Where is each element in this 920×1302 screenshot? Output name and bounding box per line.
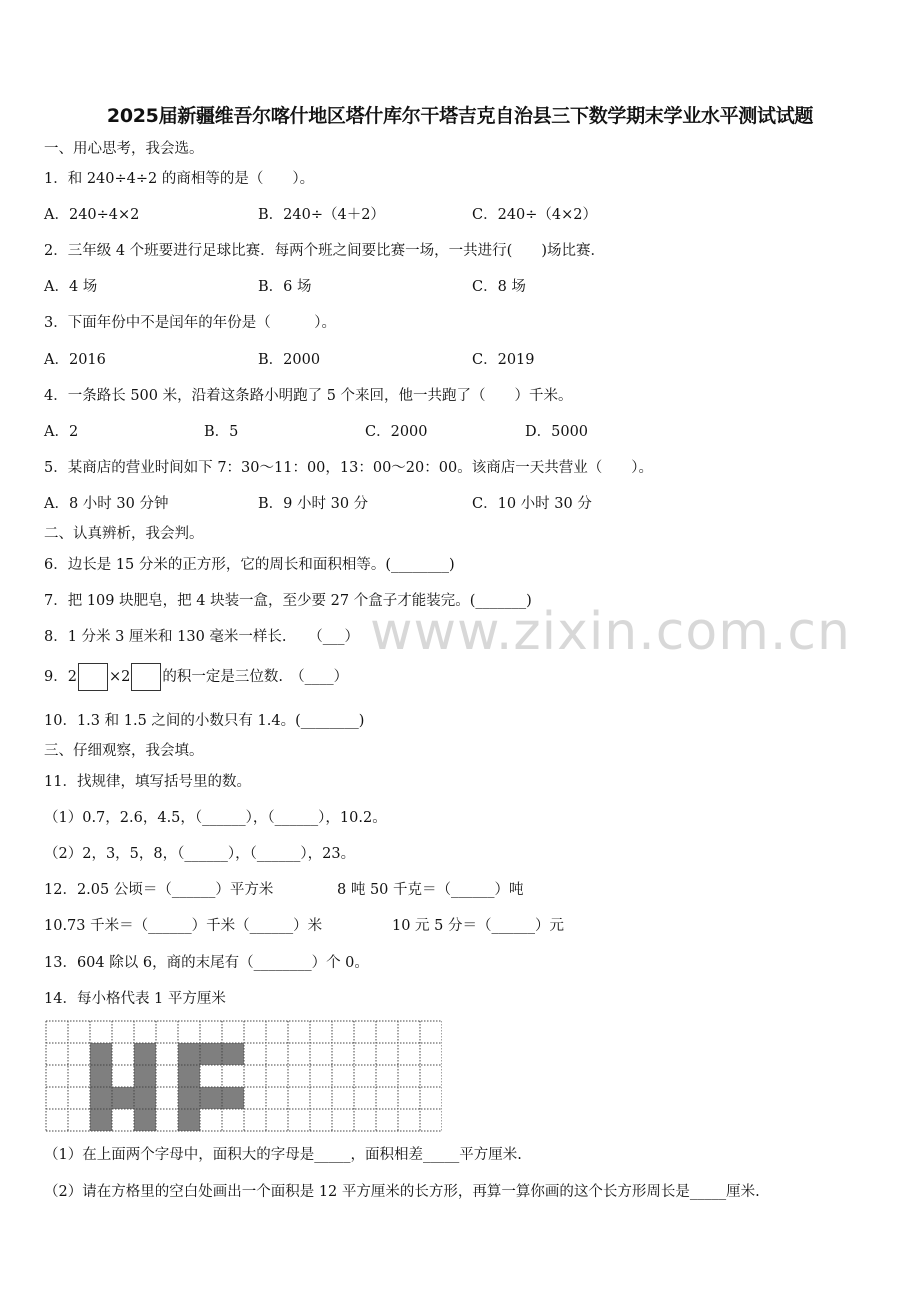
section-1-heading: 一、用心思考，我会选。 bbox=[44, 141, 204, 157]
watermark: www.zixin.com.cn bbox=[370, 602, 851, 662]
q3-option-a: A．2016 bbox=[44, 352, 106, 368]
q11-line-2: （2）2，3，5，8，（______），（______），23。 bbox=[44, 846, 356, 862]
q14-stem: 14．每小格代表 1 平方厘米 bbox=[44, 991, 226, 1007]
filled-cell bbox=[134, 1065, 156, 1087]
q1-option-a: A．240÷4×2 bbox=[44, 207, 140, 223]
q4-option-c: C．2000 bbox=[365, 424, 428, 440]
section-3-heading: 三、仔细观察，我会填。 bbox=[44, 743, 204, 759]
filled-cell bbox=[222, 1087, 244, 1109]
q14-line-2: （2）请在方格里的空白处画出一个面积是 12 平方厘米的长方形，再算一算你画的这个长方形周长是_____厘米. bbox=[44, 1184, 760, 1200]
q4-option-a: A．2 bbox=[44, 424, 79, 440]
filled-cell bbox=[134, 1087, 156, 1109]
q4-stem: 4．一条路长 500 米，沿着这条路小明跑了 5 个来回，他一共跑了（ ）千米。 bbox=[44, 388, 573, 404]
q2-stem: 2．三年级 4 个班要进行足球比赛．每两个班之间要比赛一场，一共进行( )场比赛． bbox=[44, 243, 605, 259]
q9-part-1: 9．2 bbox=[44, 669, 77, 685]
q9-part-3: 的积一定是三位数. （____） bbox=[162, 669, 349, 685]
q9-stem bbox=[44, 662, 348, 692]
q12-part-a: 12．2.05 公顷＝（______）平方米 bbox=[44, 882, 274, 898]
q2-option-c: C．8 场 bbox=[472, 279, 526, 295]
q5-option-b: B．9 小时 30 分 bbox=[258, 496, 369, 512]
q3-stem: 3．下面年份中不是闰年的年份是（ ）。 bbox=[44, 315, 336, 331]
q14-line-1: （1）在上面两个字母中，面积大的字母是_____，面积相差_____平方厘米. bbox=[44, 1147, 522, 1163]
filled-cell bbox=[178, 1109, 200, 1131]
q9-part-2: ×2 bbox=[108, 669, 131, 685]
filled-cell bbox=[134, 1109, 156, 1131]
q9-blank-box-2[interactable] bbox=[131, 663, 161, 691]
q2-option-b: B．6 场 bbox=[258, 279, 312, 295]
q12-part-b: 8 吨 50 千克＝（______）吨 bbox=[337, 882, 524, 898]
square-grid-figure bbox=[45, 1020, 442, 1132]
q1-stem: 1．和 240÷4÷2 的商相等的是（ ）。 bbox=[44, 171, 315, 187]
q5-option-a: A．8 小时 30 分钟 bbox=[44, 496, 169, 512]
q11-stem: 11．找规律，填写括号里的数。 bbox=[44, 774, 251, 790]
q1-option-c: C．240÷（4×2） bbox=[472, 207, 598, 223]
filled-cell bbox=[222, 1043, 244, 1065]
q11-line-1: （1）0.7，2.6，4.5，（______），（______），10.2。 bbox=[44, 810, 387, 826]
q4-option-b: B．5 bbox=[204, 424, 239, 440]
filled-cell bbox=[200, 1043, 222, 1065]
page-title: 2025届新疆维吾尔喀什地区塔什库尔干塔吉克自治县三下数学期末学业水平测试试题 bbox=[106, 105, 814, 127]
q9-blank-box-1[interactable] bbox=[78, 663, 108, 691]
q4-option-d: D．5000 bbox=[525, 424, 589, 440]
q5-option-c: C．10 小时 30 分 bbox=[472, 496, 592, 512]
filled-cell bbox=[90, 1087, 112, 1109]
filled-cell bbox=[90, 1109, 112, 1131]
q6-stem: 6．边长是 15 分米的正方形，它的周长和面积相等。(________) bbox=[44, 557, 455, 573]
q7-stem: 7．把 109 块肥皂，把 4 块装一盒，至少要 27 个盒子才能装完。(_______) bbox=[44, 593, 532, 609]
section-2-heading: 二、认真辨析，我会判。 bbox=[44, 526, 204, 542]
q3-option-c: C．2019 bbox=[472, 352, 535, 368]
q5-stem: 5．某商店的营业时间如下 7：30～11：00，13：00～20：00。该商店一天共营业（ ）。 bbox=[44, 460, 653, 476]
q8-stem: 8．1 分米 3 厘米和 130 毫米一样长. （___） bbox=[44, 629, 360, 645]
q13-stem: 13．604 除以 6，商的末尾有（________）个 0。 bbox=[44, 955, 369, 971]
filled-cell bbox=[90, 1043, 112, 1065]
q3-option-b: B．2000 bbox=[258, 352, 321, 368]
filled-cell bbox=[200, 1087, 222, 1109]
q1-option-b: B．240÷（4＋2） bbox=[258, 207, 385, 223]
filled-cell bbox=[112, 1087, 134, 1109]
q2-option-a: A．4 场 bbox=[44, 279, 98, 295]
filled-cell bbox=[178, 1087, 200, 1109]
filled-cell bbox=[178, 1043, 200, 1065]
filled-cell bbox=[134, 1043, 156, 1065]
filled-cell bbox=[178, 1065, 200, 1087]
q10-stem: 10．1.3 和 1.5 之间的小数只有 1.4。(________) bbox=[44, 713, 365, 729]
filled-cell bbox=[90, 1065, 112, 1087]
q12-part-d: 10 元 5 分＝（______）元 bbox=[392, 918, 565, 934]
q12-part-c: 10.73 千米＝（______）千米（______）米 bbox=[44, 918, 323, 934]
